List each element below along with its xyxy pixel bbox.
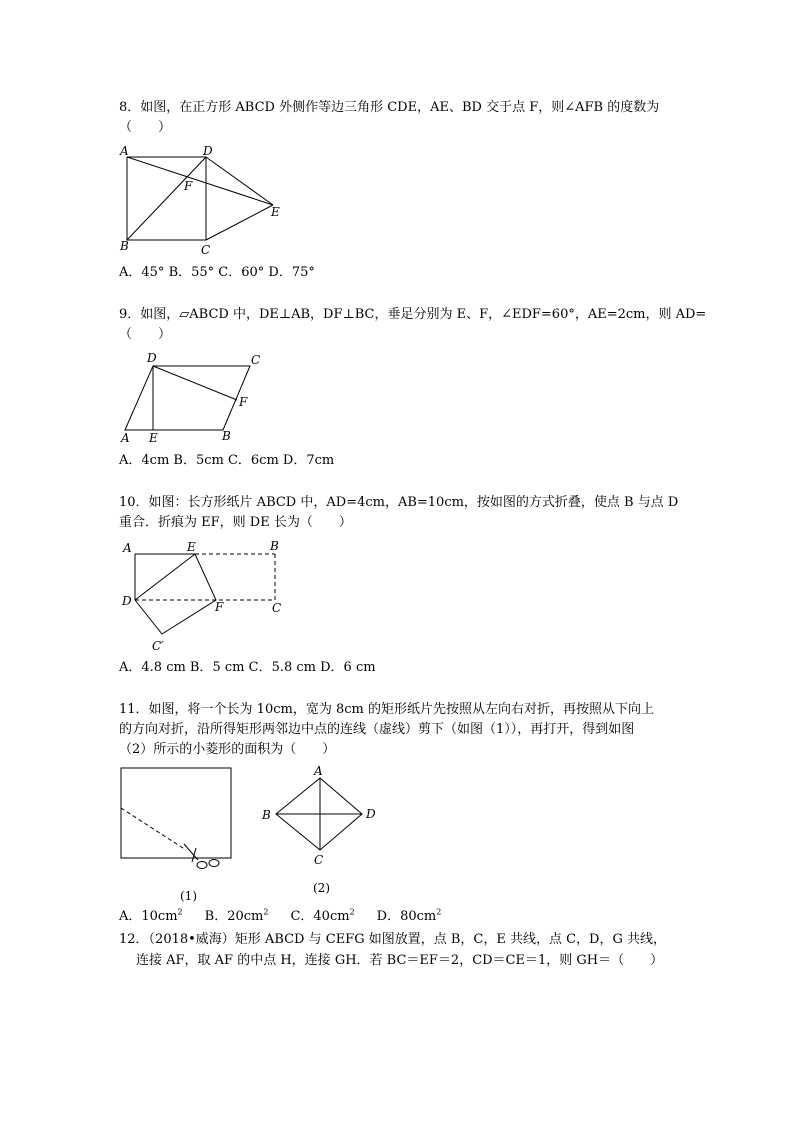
q11-figure-2 [258, 764, 388, 904]
q11-option-c: C．40cm [290, 909, 350, 924]
q11-label-c: C [314, 853, 324, 867]
q8-segment-ae [127, 157, 273, 205]
q9-label-a: A [121, 431, 130, 445]
q12-stem-line1: 12．（2018•威海）矩形 ABCD 与 CEFG 如图放置，点 B，C，E 共线，点 C，D，G 共线， [119, 932, 666, 947]
q10-label-c-prime: C′ [152, 639, 164, 653]
q11-option-d: D．80cm [376, 909, 437, 924]
q11-stem-line1: 11．如图，将一个长为 10cm，宽为 8cm 的矩形纸片先按照从左向右对折，再按照从下向上 [119, 702, 654, 717]
q9-label-f: F [239, 395, 248, 409]
q10-label-e: E [187, 540, 196, 554]
q8-label-a: A [120, 144, 129, 158]
q8-options: A．45° B．55° C．60° D．75° [119, 265, 315, 280]
q9-stem-line1: 9．如图，▱ABCD 中，DE⊥AB，DF⊥BC，垂足分别为 E、F，∠EDF=60°，AE=2cm，则 AD= [119, 307, 707, 322]
q10-label-f: F [215, 600, 224, 614]
q11-label-b: B [262, 808, 271, 822]
q11-fig1-cut-line [121, 808, 186, 850]
q10-folded-quad [135, 554, 216, 634]
q11-stem-line2: 的方向对折，沿所得矩形两邻边中点的连线（虚线）剪下（如图（1）），再打开，得到如图 [119, 722, 635, 737]
scissors-icon [184, 844, 219, 869]
q10-figure [110, 536, 290, 656]
q10-options: A．4.8 cm B．5 cm C．5.8 cm D．6 cm [119, 660, 376, 675]
q10-label-a: A [123, 541, 132, 555]
q11-option-b: B．20cm [204, 909, 264, 924]
q11-fig1-rectangle [121, 768, 231, 858]
q8-figure [110, 140, 300, 260]
q9-figure [110, 348, 280, 448]
q11-option-b-sup: 2 [263, 907, 269, 917]
q10-label-b: B [270, 539, 279, 553]
q11-fig2-caption: (2) [313, 881, 330, 895]
q8-segment-ce [206, 205, 273, 240]
q11-label-d: D [366, 807, 376, 821]
q9-options: A．4cm B．5cm C．6cm D．7cm [119, 453, 335, 468]
q12-stem-line2: 连接 AF，取 AF 的中点 H，连接 GH．若 BC＝EF＝2，CD＝CE＝1，则 GH＝（ ） [136, 953, 664, 968]
q10-stem-line1: 10．如图：长方形纸片 ABCD 中，AD=4cm，AB=10cm，按如图的方式折叠，使点 B 与点 D [119, 495, 679, 510]
q9-label-d: D [147, 351, 157, 365]
q8-label-f: F [184, 179, 193, 193]
q9-label-b: B [222, 429, 231, 443]
q8-segment-de [206, 157, 273, 205]
q8-stem-line1: 8．如图，在正方形 ABCD 外侧作等边三角形 CDE，AE、BD 交于点 F，则∠AFB 的度数为 [119, 100, 660, 115]
q8-diagonal-bd [127, 157, 206, 240]
q11-option-a: A．10cm [119, 909, 178, 924]
q9-segment-df [153, 366, 237, 400]
q8-label-b: B [120, 239, 129, 253]
q8-label-e: E [271, 205, 280, 219]
q11-label-a: A [314, 764, 323, 778]
q11-option-c-sup: 2 [349, 907, 355, 917]
q10-label-c: C [272, 601, 282, 615]
q11-stem-line3: （2）所示的小菱形的面积为（ ） [119, 742, 336, 757]
q9-stem-line2: （ ） [119, 327, 172, 342]
q10-stem-line2: 重合．折痕为 EF，则 DE 长为（ ） [119, 515, 352, 530]
q8-label-d: D [203, 144, 213, 158]
q11-option-a-sup: 2 [177, 907, 183, 917]
q11-option-d-sup: 2 [436, 907, 442, 917]
q11-fig1-caption: (1) [180, 889, 197, 903]
q9-label-e: E [149, 431, 158, 445]
q11-figure-1 [118, 764, 238, 904]
q8-stem-line2: （ ） [119, 120, 172, 135]
q11-options [119, 908, 441, 926]
q10-label-d: D [122, 594, 132, 608]
q9-label-c: C [251, 353, 261, 367]
q8-label-c: C [201, 243, 211, 257]
